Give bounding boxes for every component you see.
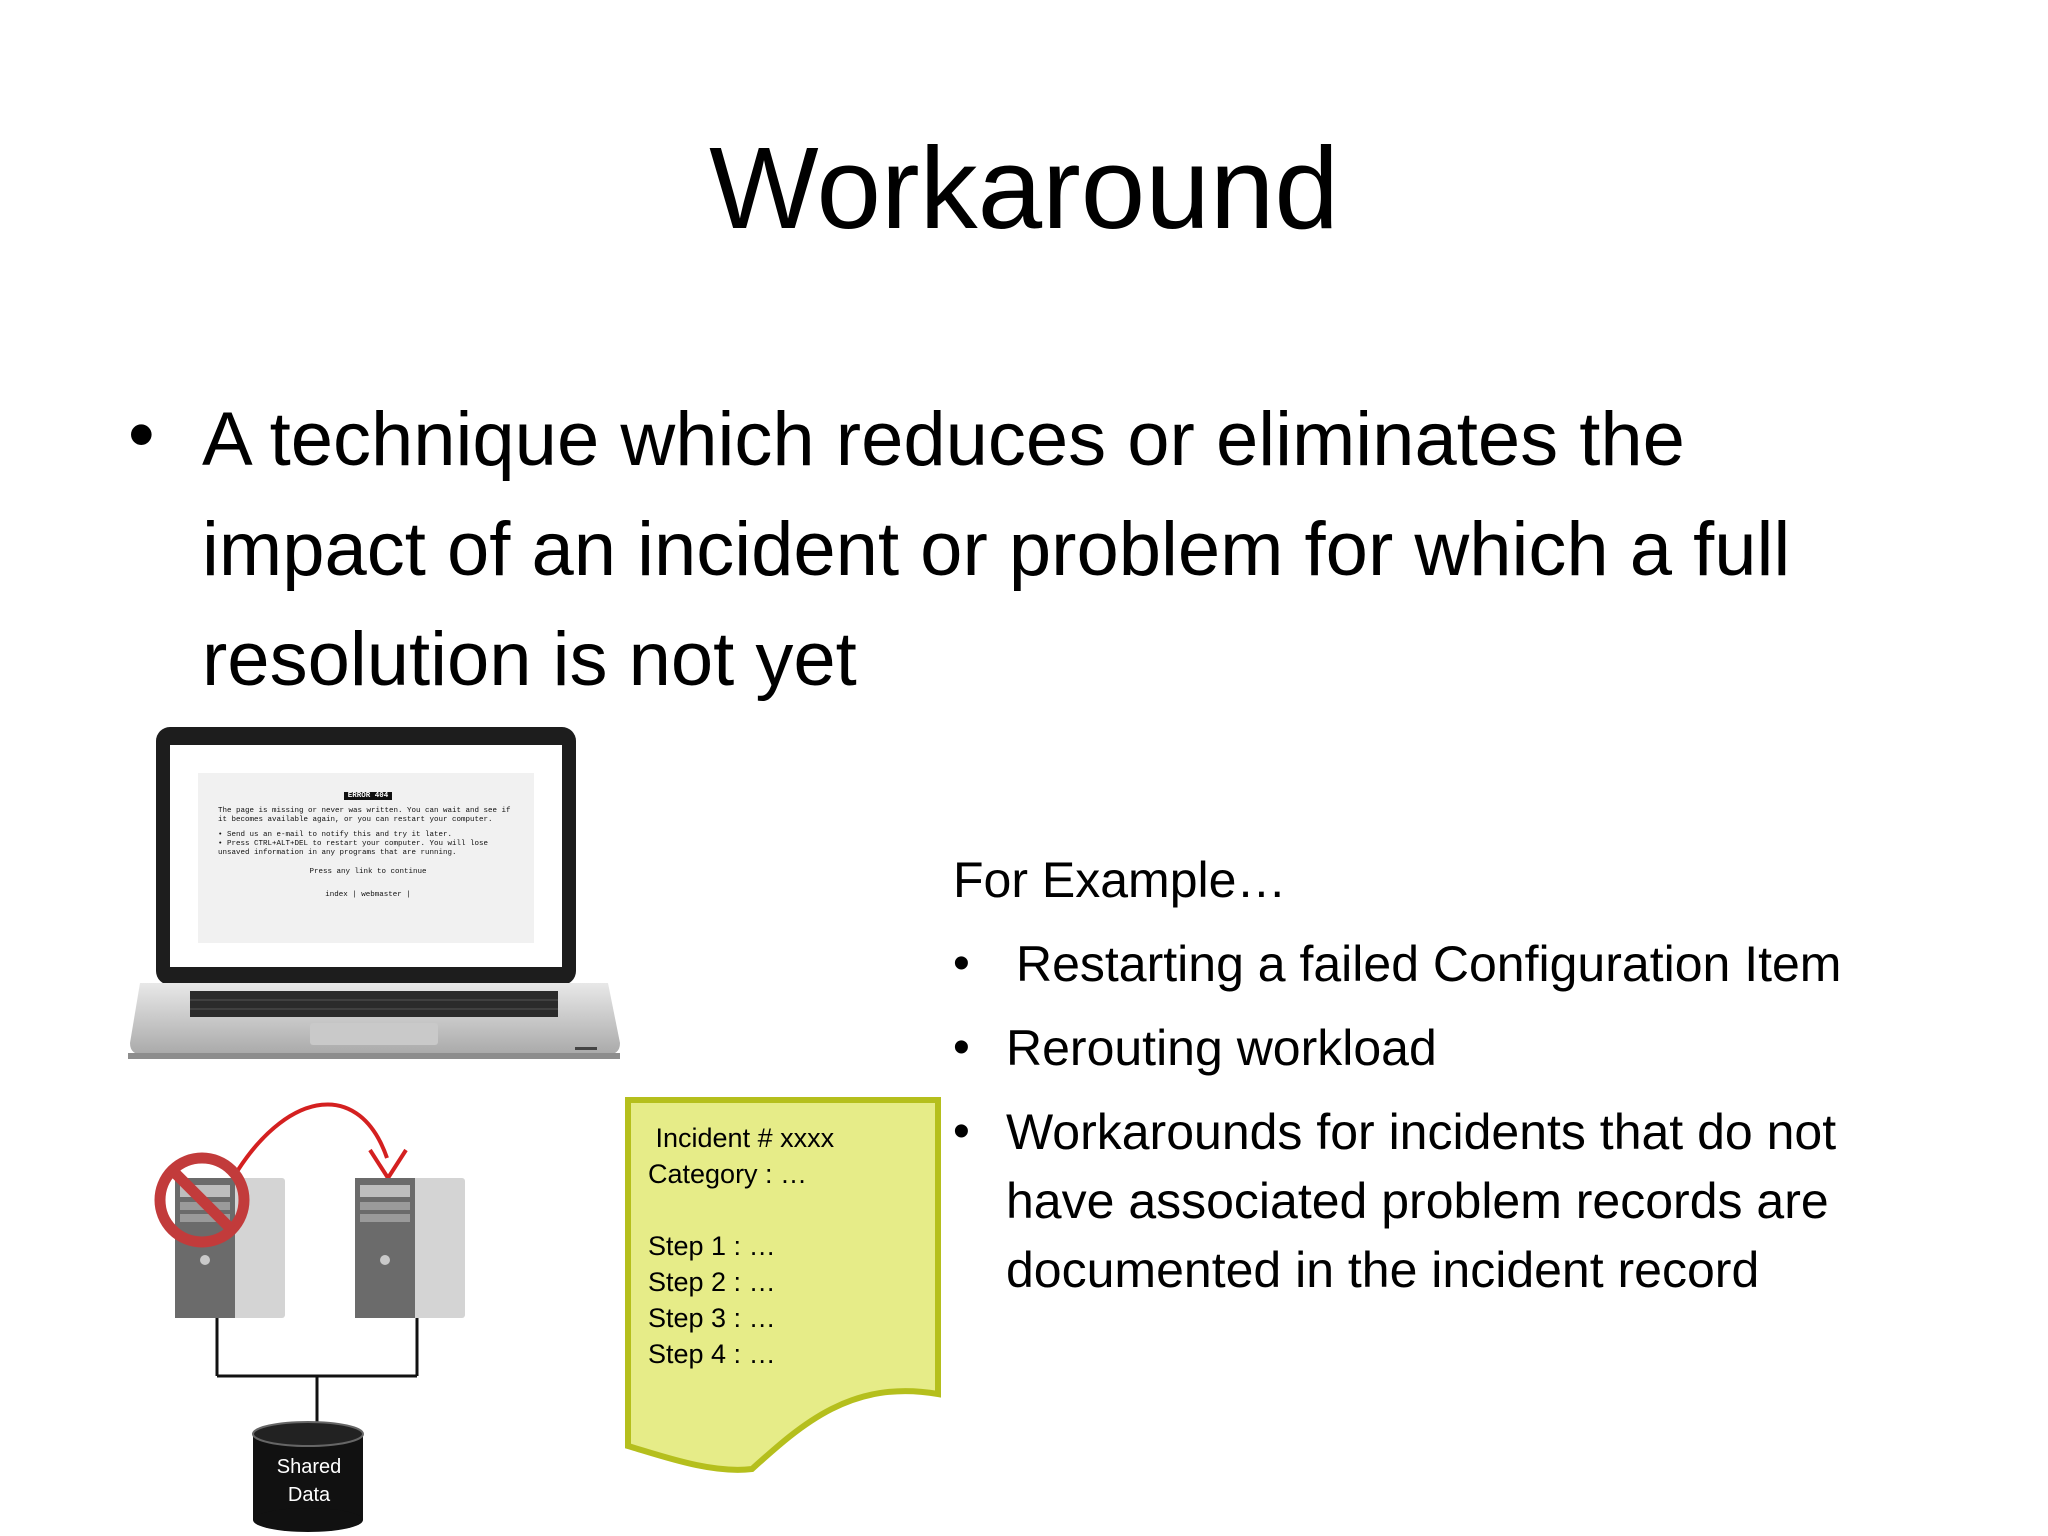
failed-server-icon	[175, 1178, 285, 1318]
error-paragraph: The page is missing or never was written. You can wait and see if it becomes available again, or you can restart your computer.	[218, 807, 511, 824]
incident-step: Step 4 : …	[648, 1339, 776, 1369]
error-press-text: Press any link to continue	[309, 868, 427, 876]
error-bullet-2: • Press CTRL+ALT+DEL to restart your computer. You will lose unsaved information in any programs that are running.	[218, 840, 489, 857]
example-item-3: Workarounds for incidents that do not have associated problem records are documented in the incident record	[1006, 1104, 1837, 1298]
error-bullet-1: • Send us an e-mail to notify this and try it later.	[218, 831, 453, 839]
incident-step: Step 3 : …	[648, 1303, 776, 1333]
bullet-marker: •	[128, 392, 155, 477]
example-bullet-marker: •	[953, 937, 970, 990]
incident-category: Category : …	[648, 1159, 808, 1189]
laptop-keyboard	[190, 991, 558, 1017]
incident-number: Incident # xxxx	[648, 1123, 835, 1153]
incident-step: Step 1 : …	[648, 1231, 776, 1261]
incident-note-text	[648, 1120, 834, 1372]
error-badge: ERROR 404	[344, 792, 393, 800]
backup-server-icon	[355, 1178, 465, 1318]
example-item-2: Rerouting workload	[1006, 1020, 1437, 1076]
laptop-illustration	[120, 725, 630, 1095]
network-connections	[217, 1318, 417, 1426]
main-bullet-text: A technique which reduces or eliminates the impact of an incident or problem for which a full resolution is not yet	[202, 397, 1791, 702]
example-heading: For Example…	[953, 852, 1287, 908]
incident-step: Step 2 : …	[648, 1267, 776, 1297]
laptop-trackpad	[310, 1023, 438, 1045]
error-page-text	[218, 792, 518, 900]
example-bullet-marker: •	[953, 1105, 970, 1158]
example-item-1: Restarting a failed Configuration Item	[1016, 936, 1842, 992]
slide-title: Workaround	[709, 123, 1339, 253]
shared-data-label: Shared Data	[276, 1456, 342, 1506]
error-links[interactable]: index | webmaster |	[325, 891, 411, 899]
arrow-head-icon	[370, 1150, 406, 1178]
example-bullet-marker: •	[953, 1021, 970, 1074]
reroute-arrow	[238, 1104, 387, 1170]
